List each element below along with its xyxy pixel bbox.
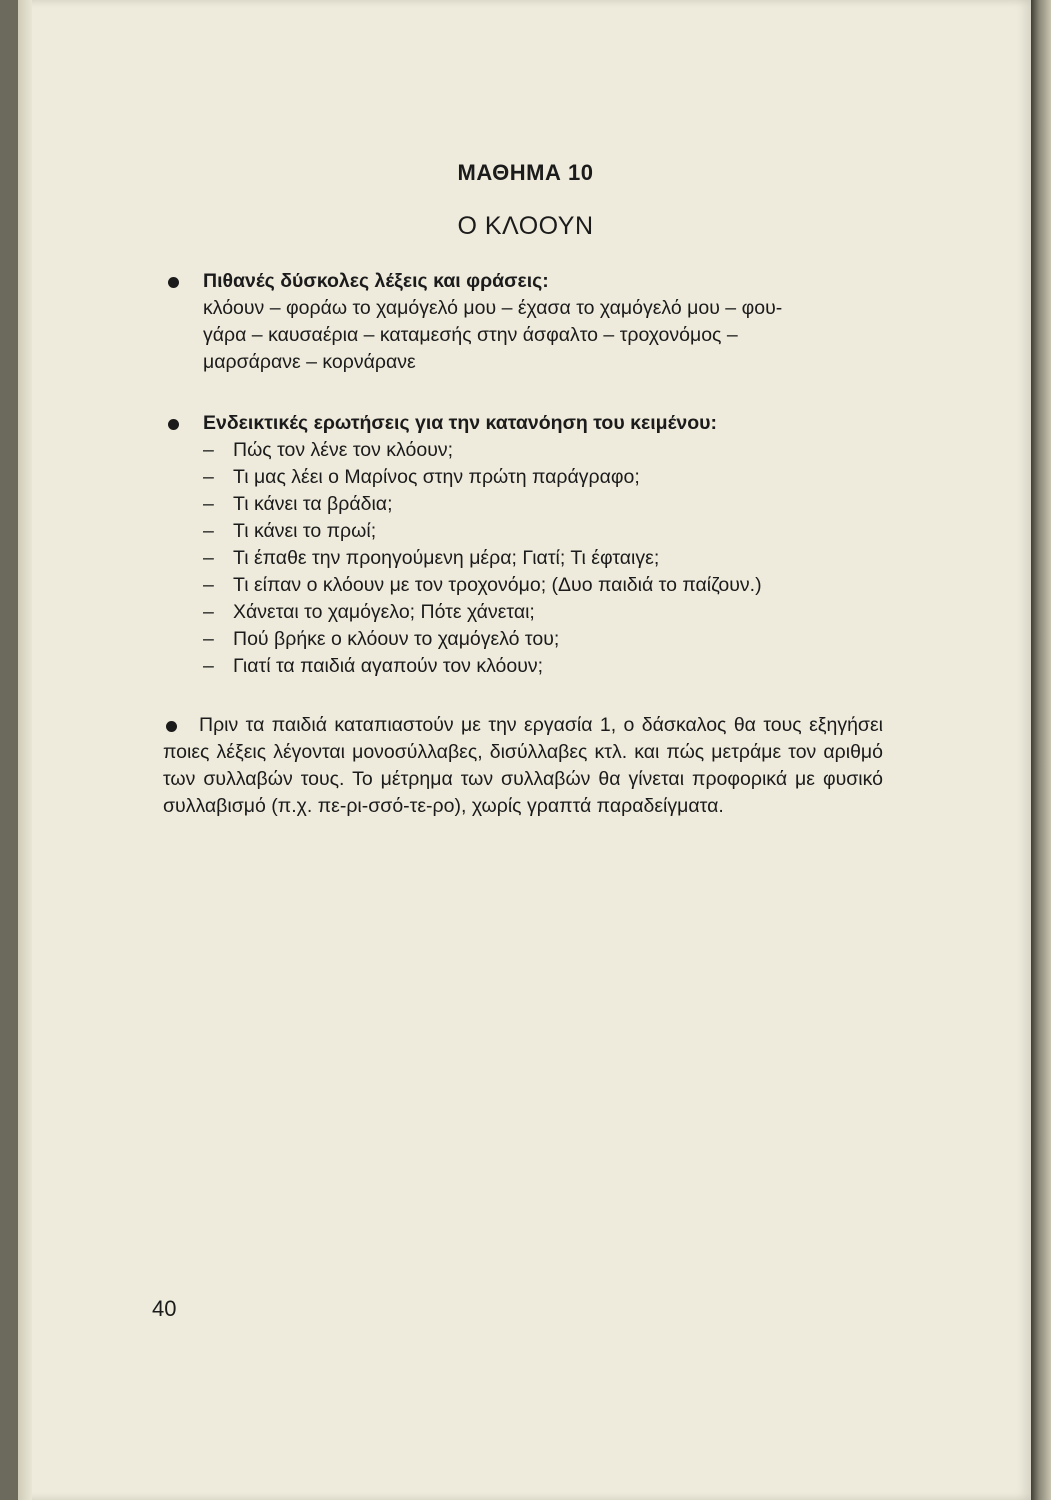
dash: – [203, 628, 214, 650]
dash: – [203, 520, 214, 542]
question-item [203, 491, 895, 518]
question-item [203, 626, 895, 653]
teacher-note [163, 712, 883, 820]
difficult-words-section [165, 268, 895, 376]
question-item [203, 599, 895, 626]
dash: – [203, 439, 214, 461]
lesson-title: Ο ΚΛΟΟΥΝ [457, 212, 594, 240]
question-item [203, 437, 895, 464]
difficult-words-line: κλόουν – φοράω το χαμόγελό μου – έχασα το χαμόγελό μου – φου- [203, 297, 783, 319]
question-item [203, 572, 895, 599]
teacher-note-text: Πριν τα παιδιά καταπιαστούν με την εργασία 1, ο δάσκαλος θα τους εξηγήσει ποιες λέξεις λέγονται μονοσύλλαβες, δισύλλαβες κτλ. και πώς μετράμε τον αριθμό των συλλαβών τους. Το μέτρημα των συλλαβών θα γίνεται προφορικά με φυσικό συλλαβισμό (π.χ. πε-ρι-σσό-τε-ρο), χωρίς γραπτά παραδείγματα. [163, 714, 883, 817]
dash: – [203, 493, 214, 515]
bullet-icon [168, 419, 179, 430]
question-item [203, 464, 895, 491]
question-text: Τι κάνει τα βράδια; [233, 493, 393, 515]
question-item [203, 653, 895, 680]
dash: – [203, 574, 214, 596]
questions-heading: Ενδεικτικές ερωτήσεις για την κατανόηση του κειμένου: [203, 412, 717, 434]
difficult-words-line: γάρα – καυσαέρια – καταμεσής στην άσφαλτο – τροχονόμος – [203, 324, 738, 346]
question-text: Τι κάνει το πρωί; [233, 520, 377, 542]
question-text: Γιατί τα παιδιά αγαπούν τον κλόουν; [233, 655, 544, 677]
question-text: Χάνεται το χαμόγελο; Πότε χάνεται; [233, 601, 535, 623]
question-text: Τι είπαν ο κλόουν με τον τροχονόμο; (Δυο παιδιά το παίζουν.) [233, 574, 762, 596]
dash: – [203, 466, 214, 488]
question-text: Πώς τον λένε τον κλόουν; [233, 439, 454, 461]
question-text: Τι μας λέει ο Μαρίνος στην πρώτη παράγραφο; [233, 466, 640, 488]
page-number: 40 [152, 1296, 177, 1321]
dash: – [203, 547, 214, 569]
difficult-words-line: μαρσάρανε – κορνάρανε [203, 351, 416, 373]
bullet-icon [168, 277, 179, 288]
question-text: Τι έπαθε την προηγούμενη μέρα; Γιατί; Τι έφταιγε; [233, 547, 660, 569]
difficult-words-heading: Πιθανές δύσκολες λέξεις και φράσεις: [203, 270, 549, 292]
question-text: Πού βρήκε ο κλόουν το χαμόγελό του; [233, 628, 560, 650]
question-item [203, 545, 895, 572]
questions-section [165, 410, 895, 680]
dash: – [203, 601, 214, 623]
dash: – [203, 655, 214, 677]
lesson-number: ΜΑΘΗΜΑ 10 [457, 160, 594, 185]
bullet-icon [166, 721, 177, 732]
question-item [203, 518, 895, 545]
